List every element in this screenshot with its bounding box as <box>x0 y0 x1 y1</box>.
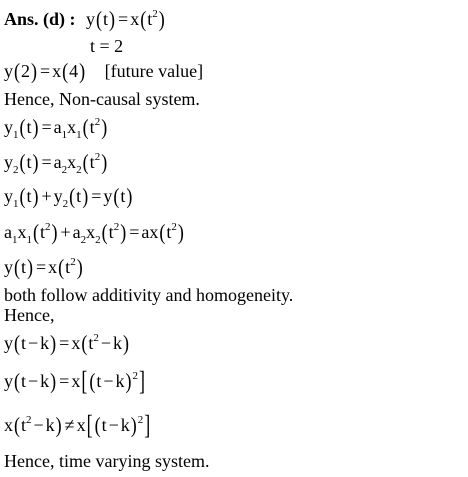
equation-linear-combination: $a_1x_1(t^2) + a_2x_2(t^2) = ax(t^2)$ <box>4 219 184 246</box>
equation-not-equal: $x(t^2 - k) \ne x$[ $(t - k)^2$] <box>4 409 151 441</box>
equation-sum: $y_1(t) + y_2(t) = y(t)$ <box>4 183 133 210</box>
hence-text: Hence, <box>4 305 55 325</box>
future-value-line <box>4 58 204 84</box>
conclusion-non-causal: Hence, Non-causal system. <box>4 89 200 109</box>
equation-y-equals-x-t-squared: $y(t) = x(t^2)$ <box>86 6 165 32</box>
equation-shift-1: $y(t - k) = x(t^2 - k)$ <box>4 330 129 356</box>
equation-y-equals-x-t-squared-2: $y(t) = x(t^2)$ <box>4 254 83 280</box>
future-value-note: [future value] <box>104 61 204 81</box>
equation-y1: $y_1(t) = a_1x_1(t^2)$ <box>4 114 108 141</box>
equation-y2-equals-x4: y(2) = x(4) <box>4 58 86 84</box>
equation-shift-2: y(t − k) = x[ $(t - k)^2$] <box>4 365 145 397</box>
answer-line <box>4 6 166 32</box>
conclusion-time-varying: Hence, time varying system. <box>4 451 210 471</box>
equation-y2: $y_2(t) = a_2x_2(t^2)$ <box>4 149 108 176</box>
substitution-value: t = 2 <box>90 36 124 56</box>
answer-label: Ans. (d) : <box>4 9 76 29</box>
additivity-text: both follow additivity and homogeneity. <box>4 285 294 305</box>
